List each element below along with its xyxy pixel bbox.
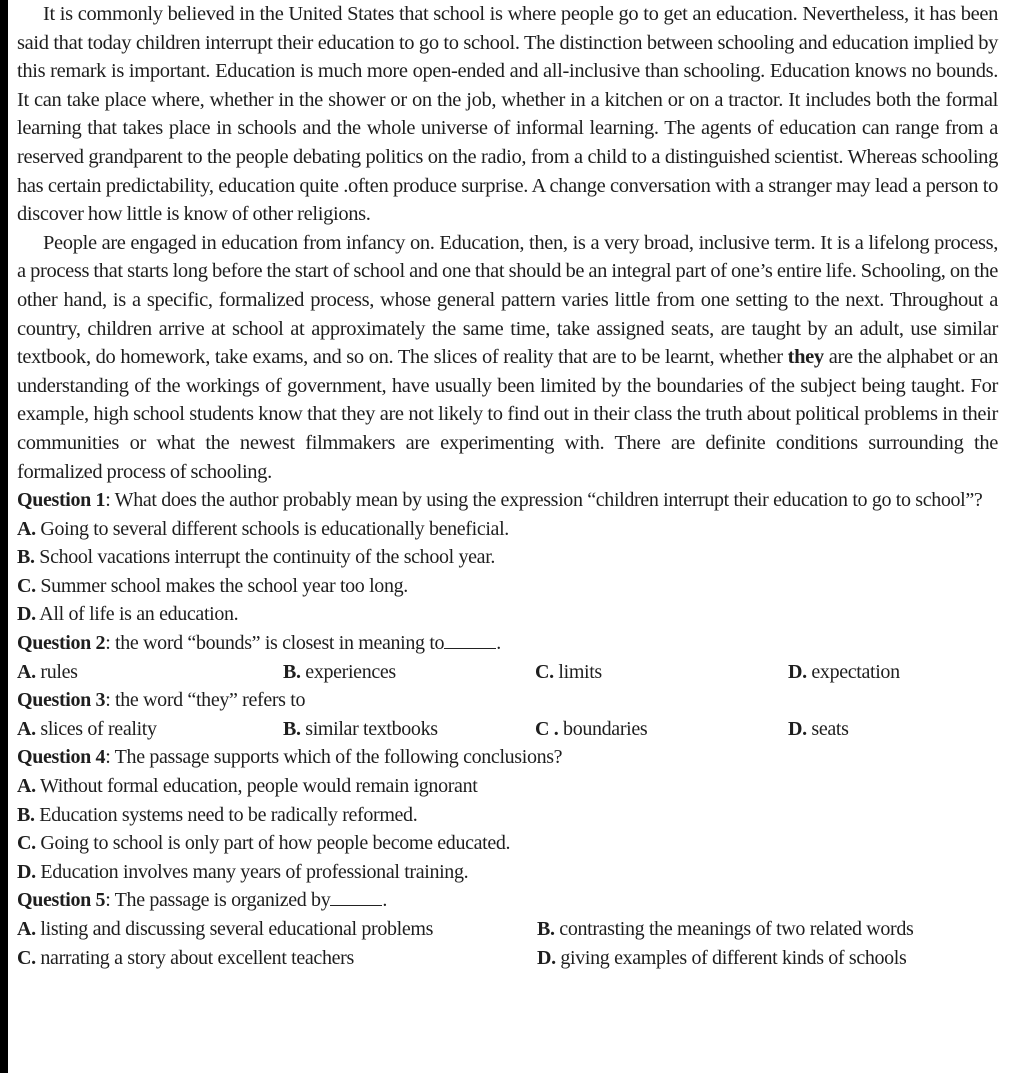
option-text: narrating a story about excellent teachers <box>35 946 354 969</box>
option-letter: D. <box>17 860 36 883</box>
question-2-option-a[interactable] <box>17 658 283 687</box>
question-1-option-a[interactable] <box>17 515 998 544</box>
option-text: similar textbooks <box>300 717 438 740</box>
left-edge-bar <box>0 0 8 1073</box>
question-1-option-d[interactable] <box>17 600 998 629</box>
option-text: expectation <box>806 660 900 683</box>
question-2-stem <box>17 629 998 658</box>
option-letter: C. <box>535 660 554 683</box>
question-4-stem <box>17 743 998 772</box>
question-5 <box>17 886 998 972</box>
option-text: rules <box>35 660 78 683</box>
option-letter: B. <box>283 660 301 683</box>
question-5-options-row-2 <box>17 944 998 973</box>
option-letter: D. <box>537 946 556 969</box>
option-letter: A. <box>17 717 36 740</box>
option-letter: C. <box>17 832 36 855</box>
question-3-option-c[interactable] <box>535 715 788 744</box>
question-1-option-c[interactable] <box>17 572 998 601</box>
option-letter: A. <box>17 517 36 540</box>
option-text: experiences <box>300 660 396 683</box>
question-4-text: : The passage supports which of the following conclusions? <box>105 746 563 769</box>
question-5-text: : The passage is organized by <box>105 889 331 912</box>
option-letter: D. <box>17 603 36 626</box>
question-5-options-row-1 <box>17 915 998 944</box>
question-4-option-a[interactable] <box>17 772 998 801</box>
question-2-text: : the word “bounds” is closest in meaning to <box>105 632 445 655</box>
answer-blank <box>444 632 496 649</box>
question-3 <box>17 686 998 743</box>
option-text: Going to school is only part of how people become educated. <box>35 832 511 855</box>
question-5-option-d[interactable] <box>537 944 906 973</box>
paragraph-2-keyword-they: they <box>787 346 824 369</box>
option-letter: D. <box>788 717 807 740</box>
option-text: boundaries <box>558 717 648 740</box>
question-2-option-d[interactable] <box>788 658 900 687</box>
question-4 <box>17 743 998 886</box>
option-text: contrasting the meanings of two related words <box>554 918 914 940</box>
option-text: School vacations interrupt the continuity of the school year. <box>34 546 496 569</box>
question-1-option-b[interactable] <box>17 543 998 572</box>
question-3-text: : the word “they” refers to <box>105 689 306 712</box>
option-letter: D. <box>788 660 807 683</box>
question-3-options <box>17 715 998 744</box>
option-text: Going to several different schools is educationally beneficial. <box>35 517 509 540</box>
option-letter: A. <box>17 918 36 940</box>
question-3-option-b[interactable] <box>283 715 535 744</box>
question-2-options <box>17 658 998 687</box>
question-3-option-a[interactable] <box>17 715 283 744</box>
option-letter: B. <box>537 918 555 940</box>
question-3-option-d[interactable] <box>788 715 849 744</box>
option-text: slices of reality <box>35 717 157 740</box>
answer-blank <box>330 889 382 906</box>
paragraph-2-text-end: are the alphabet or an understanding of the workings of government, have usually been limited by the boundaries of the subject being taught. For example, high school students know that they are not likely to find out in their class the truth about political problems in their communities or what the newest filmmakers are experimenting with. There are definite conditions surrounding the formalized process of schooling. <box>17 346 998 483</box>
option-letter: C. <box>17 574 36 597</box>
option-text: Education systems need to be radically reformed. <box>34 803 418 826</box>
question-1-stem <box>17 486 998 515</box>
question-5-option-b[interactable] <box>537 915 913 944</box>
question-4-label: Question 4 <box>17 746 106 769</box>
question-5-label: Question 5 <box>17 889 106 912</box>
question-5-option-a[interactable] <box>17 915 537 944</box>
paragraph-2-text-start: People are engaged in education from infancy on. Education, then, is a very broad, inclusive term. It is a lifelong process, a process that starts long before the start of school and one that should be an integral part of one’s entire life. Schooling, on the other hand, is a specific, formalized process, whose general pattern varies little from one setting to the next. Throughout a country, children arrive at school at approximately the same time, take assigned seats, are taught by an adult, use similar textbook, do homework, take exams, and so on. The slices of reality that are to be learnt, whether <box>17 231 998 369</box>
option-text: Education involves many years of professional training. <box>35 860 469 883</box>
option-letter: C. <box>17 946 36 969</box>
question-2-option-c[interactable] <box>535 658 788 687</box>
option-text: All of life is an education. <box>35 603 239 626</box>
option-letter: B. <box>17 546 35 569</box>
option-text: giving examples of different kinds of schools <box>555 946 907 969</box>
question-4-option-b[interactable] <box>17 801 998 830</box>
question-5-stem-end: . <box>382 889 388 912</box>
question-2-option-b[interactable] <box>283 658 535 687</box>
option-text: listing and discussing several educational problems <box>35 918 434 940</box>
question-2 <box>17 629 998 686</box>
question-1 <box>17 486 998 629</box>
question-1-text: : What does the author probably mean by using the expression “children interrupt their education to go to school”? <box>105 489 983 512</box>
option-text: Summer school makes the school year too long. <box>35 574 408 597</box>
question-2-stem-end: . <box>496 632 501 655</box>
passage-paragraph-1: It is commonly believed in the United States that school is where people go to get an education. Nevertheless, it has been said that today children interrupt their education to go to school. The distinction between schooling and education implied by this remark is important. Education is much more open-ended and all-inclusive than schooling. Education knows no bounds. It can take place where, whether in the shower or on the job, whether in a kitchen or on a tractor. It includes both the formal learning that takes place in schools and the whole universe of informal learning. The agents of education can range from a reserved grandparent to the people debating politics on the radio, from a child to a distinguished scientist. Whereas schooling has certain predictability, education quite .often produce surprise. A change conversation with a stranger may lead a person to discover how little is know of other religions. <box>17 3 998 226</box>
option-text: Without formal education, people would remain ignorant <box>35 775 478 798</box>
document-page <box>17 0 998 972</box>
passage-paragraph-2 <box>17 229 998 486</box>
option-text: limits <box>553 660 602 683</box>
question-3-label: Question 3 <box>17 689 106 712</box>
question-2-label: Question 2 <box>17 632 106 655</box>
option-letter: B. <box>17 803 35 826</box>
question-4-option-d[interactable] <box>17 858 998 887</box>
question-5-stem <box>17 886 998 915</box>
option-letter: A. <box>17 660 36 683</box>
question-3-stem <box>17 686 998 715</box>
option-letter: B. <box>283 717 301 740</box>
option-letter: A. <box>17 775 36 798</box>
question-1-label: Question 1 <box>17 489 106 512</box>
question-5-option-c[interactable] <box>17 944 537 973</box>
option-letter: C . <box>535 717 559 740</box>
question-4-option-c[interactable] <box>17 829 998 858</box>
option-text: seats <box>806 717 849 740</box>
